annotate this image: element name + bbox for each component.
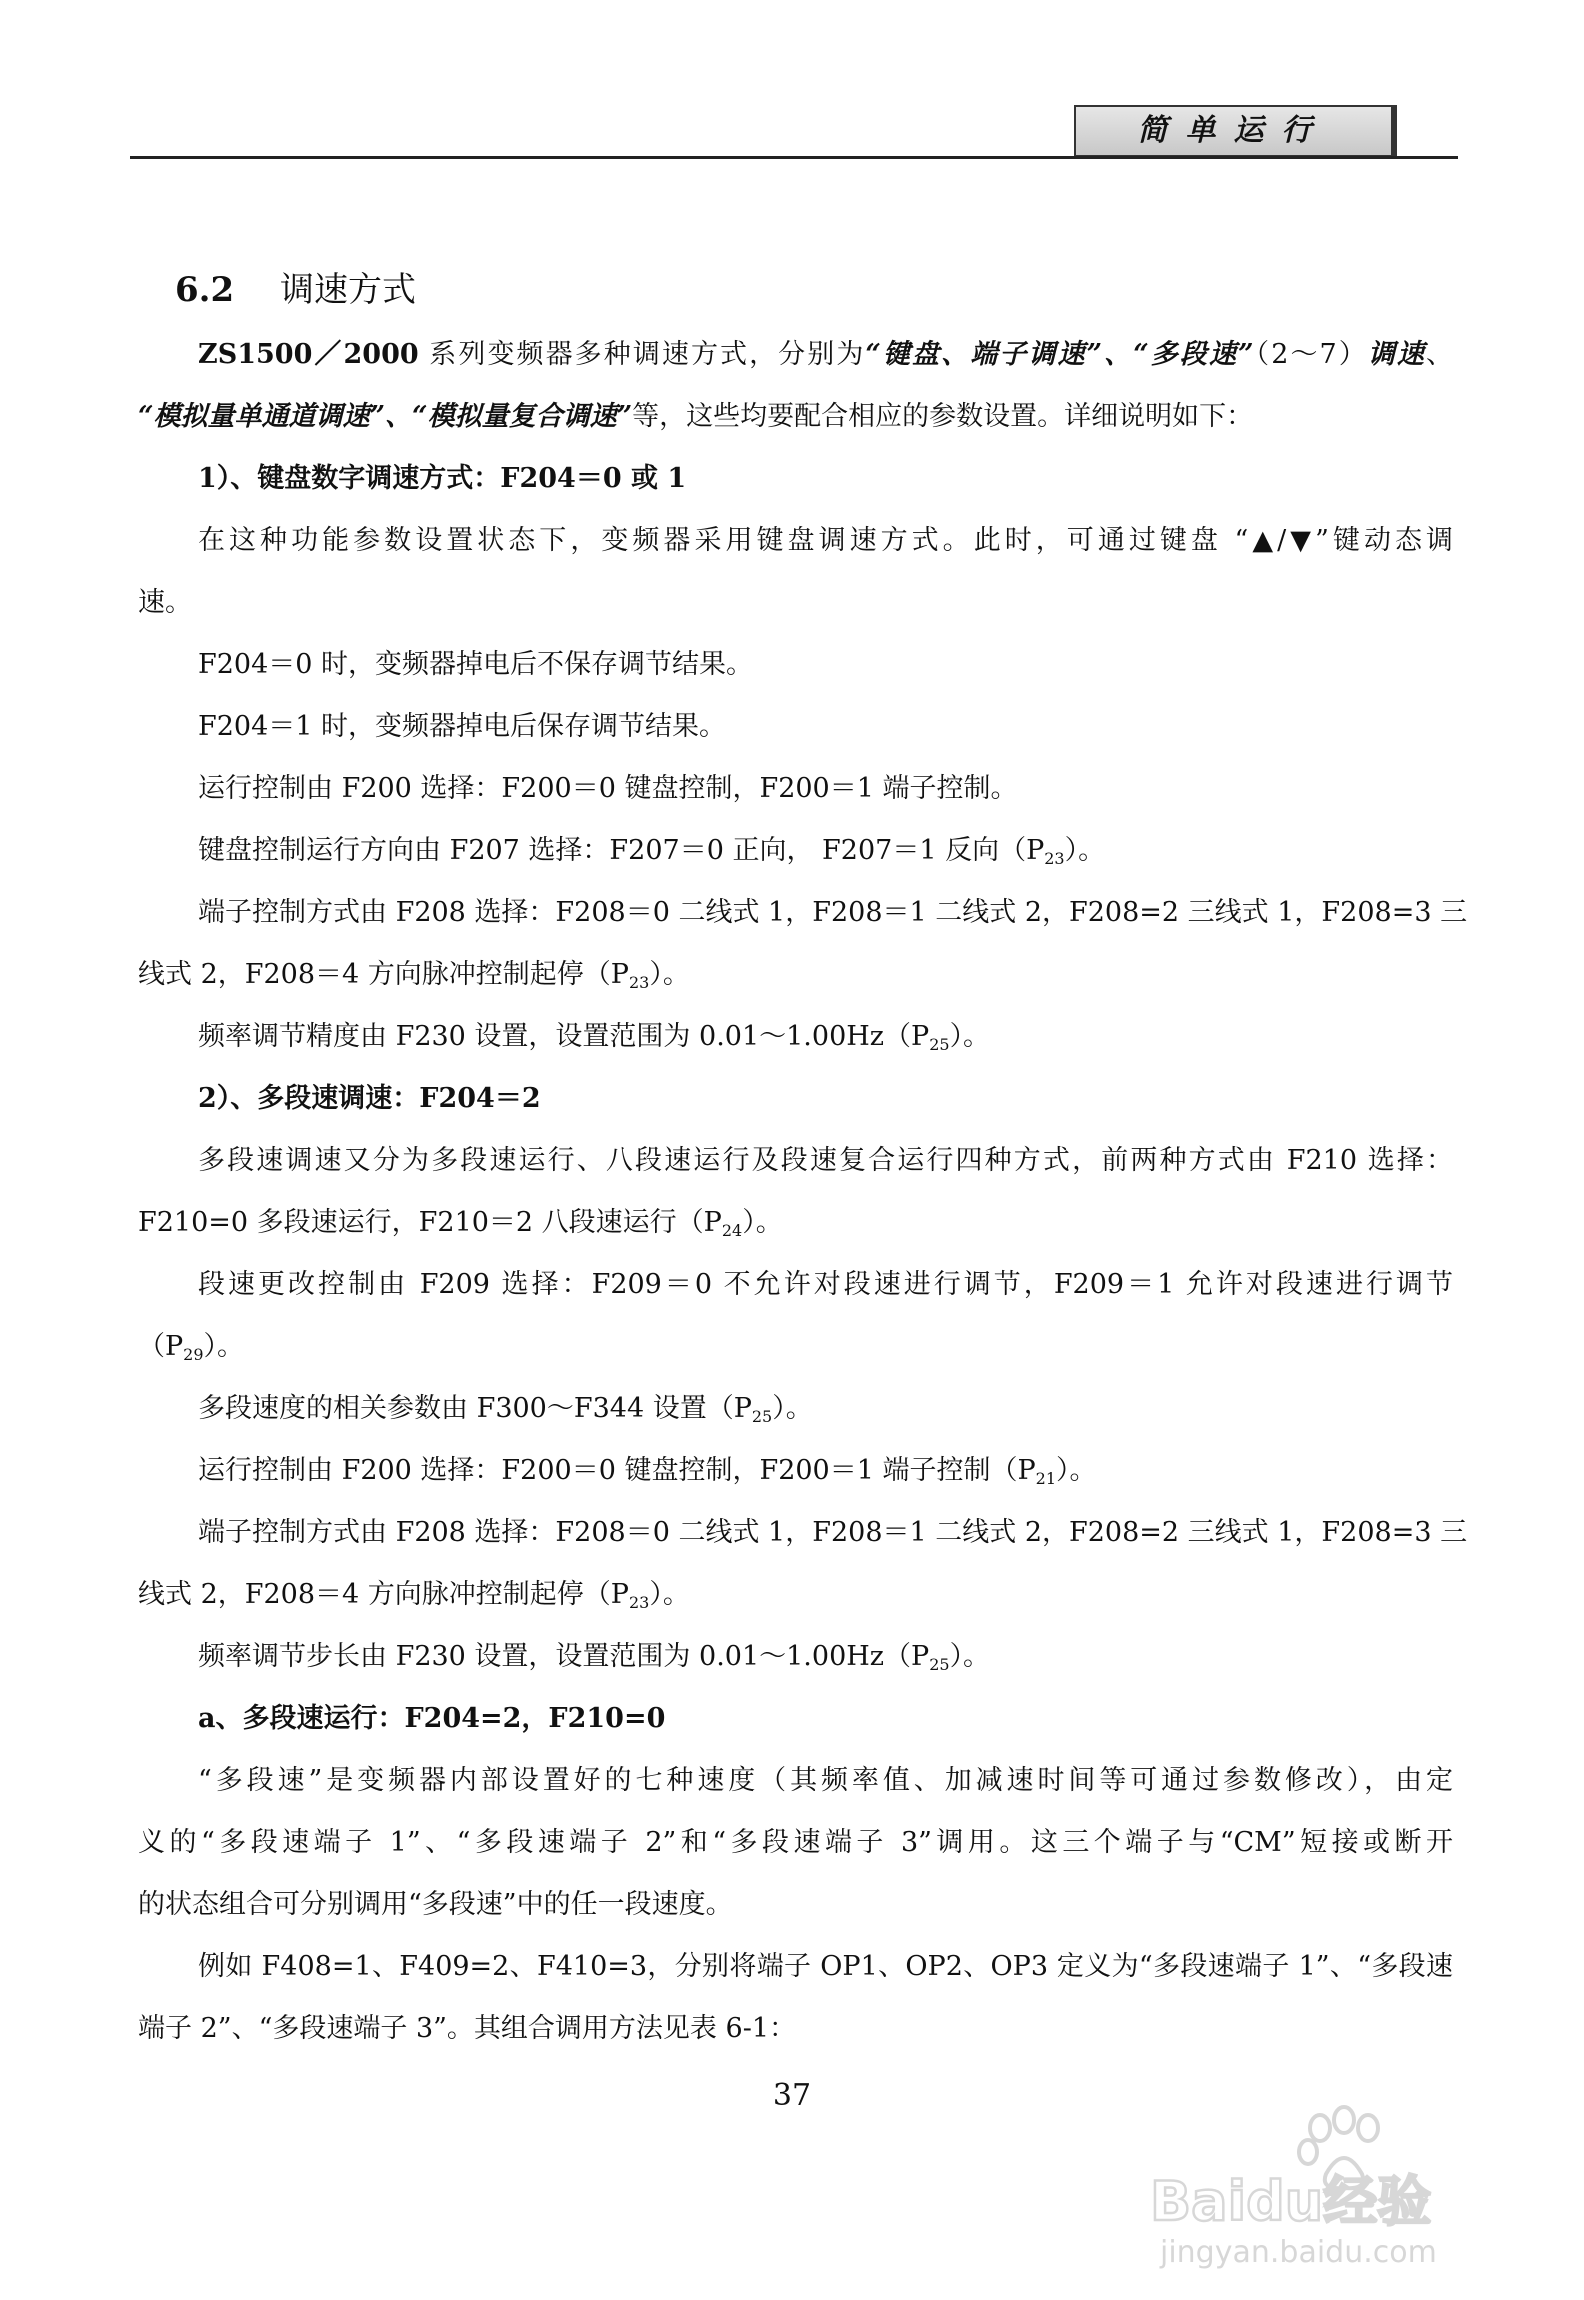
paragraph-line: “多段速”是变频器内部设置好的七种速度（其频率值、加减速时间等可通过参数修改），由定	[198, 1765, 1453, 1796]
paragraph-line: F204＝0 时，变频器掉电后不保存调节结果。	[198, 649, 754, 680]
paragraph-line	[138, 1203, 1453, 1243]
watermark-url: jingyan.baidu.com	[1160, 2235, 1437, 2270]
text: （P	[138, 1331, 184, 1362]
text: 多段速度的相关参数由 F300～F344 设置（P	[198, 1393, 752, 1424]
subsection-heading-1: 1）、键盘数字调速方式：F204＝0 或 1	[198, 463, 687, 494]
paragraph-line: 速。	[138, 587, 192, 618]
paragraph-line: 端子控制方式由 F208 选择：F208＝0 二线式 1，F208＝1 二线式 2，F208=2 三线式 1，F208=3 三	[198, 1517, 1468, 1548]
paragraph-line: 多段速调速又分为多段速运行、八段速运行及段速复合运行四种方式，前两种方式由 F210 选择：	[198, 1145, 1453, 1176]
baidu-watermark	[1130, 2090, 1470, 2270]
page-ref: 23	[1044, 849, 1065, 868]
intro-emphasis: “键盘、端子调速”、“多段速”	[865, 339, 1254, 370]
subsection-heading-a: a、多段速运行：F204=2，F210=0	[198, 1703, 666, 1734]
page-ref: 21	[1035, 1469, 1057, 1488]
text: ）。	[1056, 1455, 1097, 1486]
page-ref: 29	[183, 1345, 204, 1364]
intro-text: 、	[1426, 339, 1453, 370]
section-heading	[175, 268, 416, 312]
intro-line-1	[198, 335, 1453, 375]
paragraph-line	[198, 1637, 1453, 1677]
text: ）。	[1064, 835, 1106, 866]
text: ）。	[949, 1021, 991, 1052]
text: 键盘控制运行方向由 F207 选择：F207＝0 正向， F207＝1 反向（P	[198, 835, 1045, 866]
text: 频率调节步长由 F230 设置，设置范围为 0.01～1.00Hz（P	[198, 1641, 930, 1672]
intro-text: 系列变频器多种调速方式，分别为	[418, 339, 866, 370]
text: 频率调节精度由 F230 设置，设置范围为 0.01～1.00Hz（P	[198, 1021, 930, 1052]
text: 线式 2，F208＝4 方向脉冲控制起停（P	[138, 1579, 629, 1610]
text: 线式 2，F208＝4 方向脉冲控制起停（P	[138, 959, 629, 990]
paragraph-line	[198, 831, 1453, 871]
page-ref: 25	[929, 1035, 950, 1054]
intro-emphasis: “模拟量单通道调速”、“模拟量复合调速”	[138, 401, 633, 432]
paragraph-line: 端子控制方式由 F208 选择：F208＝0 二线式 1，F208＝1 二线式 2，F208=2 三线式 1，F208=3 三	[198, 897, 1468, 928]
text: ）。	[649, 1579, 690, 1610]
paragraph-line: 端子 2”、“多段速端子 3”。其组合调用方法见表 6-1：	[138, 2013, 796, 2044]
text: ）。	[772, 1393, 813, 1424]
paragraph-line	[198, 1389, 1453, 1429]
page-ref: 23	[628, 973, 650, 992]
paragraph-line: 段速更改控制由 F209 选择：F209＝0 不允许对段速进行调节，F209＝1 允许对段速进行调节	[198, 1269, 1453, 1300]
intro-text: 等，这些均要配合相应的参数设置。详细说明如下：	[632, 401, 1254, 432]
intro-text: （2～7）	[1253, 339, 1368, 370]
paragraph-line	[198, 1451, 1453, 1491]
subsection-heading-2: 2）、多段速调速：F204＝2	[198, 1083, 541, 1114]
intro-emphasis: 调速	[1367, 339, 1426, 370]
page-ref: 24	[721, 1221, 743, 1240]
page-number: 37	[772, 2078, 812, 2113]
paragraph-line: 在这种功能参数设置状态下，变频器采用键盘调速方式。此时，可通过键盘 “▲/▼”键动态调	[198, 525, 1453, 556]
section-title: 调速方式	[280, 270, 416, 310]
model-name: ZS1500／2000	[198, 339, 419, 370]
paragraph-line	[138, 1575, 1453, 1615]
paragraph-line	[138, 955, 1453, 995]
section-number: 6.2	[175, 270, 235, 310]
text: ）。	[203, 1331, 245, 1362]
paragraph-line	[198, 1017, 1453, 1057]
header-section-tab: 简单运行	[1074, 105, 1397, 157]
text: ）。	[742, 1207, 783, 1238]
page-ref: 25	[929, 1655, 950, 1674]
watermark-brand: Baidu经验	[1150, 2170, 1432, 2233]
text: ）。	[949, 1641, 991, 1672]
paragraph-line: 义的“多段速端子 1”、“多段速端子 2”和“多段速端子 3”调用。这三个端子与“CM”短接或断开	[138, 1827, 1453, 1858]
paragraph-line: F204＝1 时，变频器掉电后保存调节结果。	[198, 711, 727, 742]
page-ref: 25	[751, 1407, 773, 1426]
text: ）。	[649, 959, 690, 990]
text: 运行控制由 F200 选择：F200＝0 键盘控制，F200＝1 端子控制（P	[198, 1455, 1036, 1486]
paragraph-line: 的状态组合可分别调用“多段速”中的任一段速度。	[138, 1889, 733, 1920]
paragraph-line: 例如 F408=1、F409=2、F410=3，分别将端子 OP1、OP2、OP3 定义为“多段速端子 1”、“多段速	[198, 1951, 1453, 1982]
intro-line-2	[138, 397, 1453, 437]
page-ref: 23	[628, 1593, 650, 1612]
header-rule	[130, 156, 1458, 159]
text: F210=0 多段速运行，F210＝2 八段速运行（P	[138, 1207, 722, 1238]
paragraph-line: 运行控制由 F200 选择：F200＝0 键盘控制，F200＝1 端子控制。	[198, 773, 1018, 804]
paragraph-line	[138, 1327, 1453, 1367]
